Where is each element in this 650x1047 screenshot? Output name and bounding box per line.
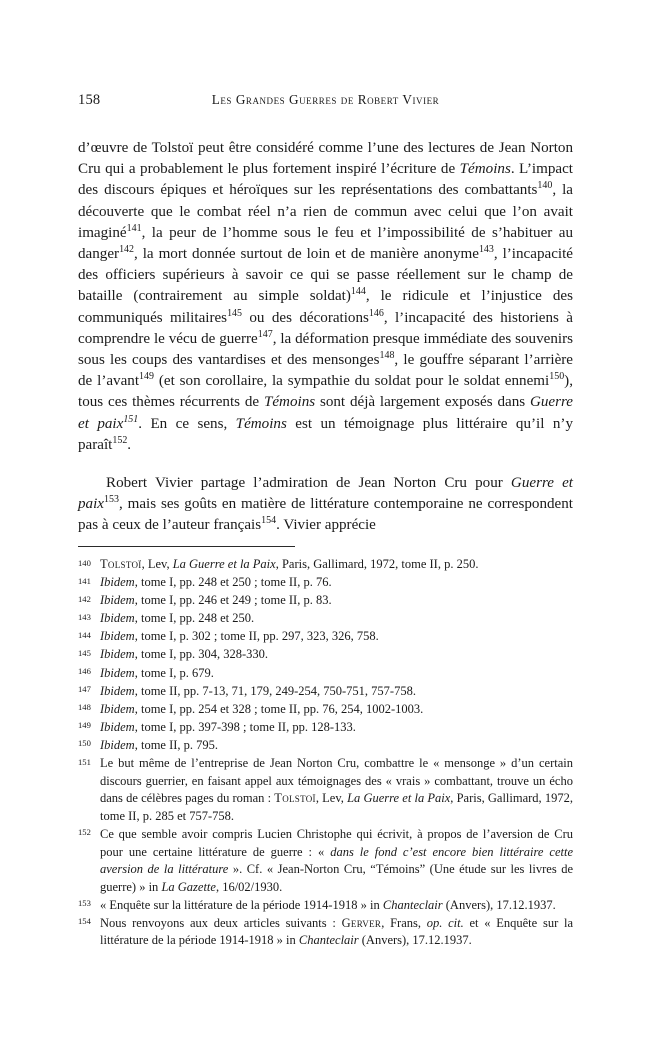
footnote-number: 147 [78, 684, 91, 695]
footnote-ref-146[interactable]: 146 [368, 307, 384, 319]
text-segment: , 16/02/1930. [215, 879, 283, 894]
work-title: La Gazette [161, 879, 216, 894]
text-segment: , tome II, p. 795. [134, 737, 219, 752]
text-segment: , tome I, p. 302 ; tome II, pp. 297, 323, 326, 758. [134, 629, 379, 644]
footnote-number: 152 [78, 827, 91, 838]
text-segment: . L’impact des discours épiques et héroïques sur les représentations des combattants [78, 161, 573, 199]
footnote-number: 153 [78, 898, 91, 909]
text-segment: , tome I, pp. 254 et 328 ; tome II, pp. 76, 254, 1002-1003. [134, 701, 424, 716]
text-segment: sont déjà largement exposés dans [315, 394, 530, 411]
footnote-150 [78, 737, 573, 755]
footnote-number: 151 [78, 756, 91, 767]
ibidem: Ibidem [100, 719, 135, 734]
text-segment: , le gouffre séparant l’arrière de l’avant [78, 352, 573, 390]
footnote-149 [78, 719, 573, 737]
author-name: Gerver [341, 915, 382, 930]
text-segment: Le but même de l’entreprise de Jean Norton Cru, combattre le « mensonge » d’un certain discours guerrier, en faisant appel aux témoignages des « vrais » combattant, trouve un écho dans de célèbres pages du roman : [100, 756, 573, 806]
footnote-separator-rule [78, 546, 295, 547]
work-title: Témoins [459, 161, 511, 178]
work-title: Chanteclair [382, 897, 443, 912]
text-segment: , Paris, Gallimard, 1972, tome II, p. 250. [275, 557, 479, 571]
footnote-144 [78, 628, 573, 646]
text-segment: (Anvers), 17.12.1937. [442, 897, 556, 912]
footnote-number: 149 [78, 720, 91, 731]
footnote-153 [78, 897, 573, 915]
text-segment: , tome I, p. 679. [134, 665, 214, 680]
work-title: Chanteclair [298, 933, 359, 948]
text-segment: , tome I, pp. 304, 328-330. [134, 647, 269, 662]
text-segment: Robert Vivier partage l’admiration de Jean Norton Cru pour [106, 475, 511, 492]
footnote-ref-151[interactable]: 151 [123, 413, 139, 425]
text-segment: , tome I, pp. 397-398 ; tome II, pp. 128-133. [134, 719, 356, 734]
footnote-number: 146 [78, 666, 91, 677]
text-segment: Ce que semble avoir compris Lucien Christophe qui écrivit, à propos de l’aversion de Cru pour une certaine littérature de guerre : « [100, 826, 573, 859]
footnote-ref-140[interactable]: 140 [537, 180, 553, 192]
footnote-number: 150 [78, 738, 91, 749]
footnote-140 [78, 556, 573, 574]
text-segment: , Lev, [141, 557, 173, 571]
text-segment: . Vivier apprécie [276, 517, 376, 534]
footnote-ref-143[interactable]: 143 [478, 243, 494, 255]
text-segment: ». Cf. « Jean-Norton Cru, “Témoins” (Une étude sur les livres de guerre) » in [100, 862, 573, 894]
ibidem: Ibidem [100, 737, 135, 752]
ibidem: Ibidem [100, 647, 135, 662]
text-segment: , la peur de l’homme sous le feu et l’impossibilité de s’habituer au danger [78, 224, 573, 263]
author-name: Tolstoï [100, 557, 142, 571]
paragraph-2 [78, 473, 573, 537]
footnote-147 [78, 683, 573, 701]
footnote-145 [78, 646, 573, 664]
work-title: La Guerre et la Paix [172, 557, 276, 571]
text-segment: d’œuvre de Tolstoï peut être considéré comme l’une des lectures de Jean Norton Cru qui a probablement le plus fortement inspiré l’écriture de [78, 140, 573, 178]
footnote-151 [78, 755, 573, 825]
ibidem: Ibidem [100, 665, 135, 680]
work-title: Témoins [235, 415, 287, 432]
text-segment: , Paris, Gallimard, 1972, tome II, p. 285 et 757-758. [100, 791, 573, 823]
footnote-number: 143 [78, 611, 91, 622]
text-segment: , tome I, pp. 248 et 250 ; tome II, p. 76. [134, 575, 332, 590]
text-segment: , tome I, pp. 248 et 250. [134, 611, 255, 626]
text-segment: « Enquête sur la littérature de la période 1914-1918 » in [100, 897, 383, 912]
footnote-ref-148[interactable]: 148 [379, 350, 395, 361]
work-title: Guerre et paix [78, 475, 573, 513]
text-segment: et « Enquête sur la littérature de la période 1914-1918 » in [100, 915, 573, 948]
text-segment: , tome I, pp. 246 et 249 ; tome II, p. 83. [134, 593, 332, 608]
footnote-ref-154[interactable]: 154 [261, 515, 277, 527]
footnote-number: 142 [78, 593, 91, 604]
ibidem: Ibidem [100, 683, 135, 698]
footnote-ref-141[interactable]: 141 [126, 222, 142, 234]
body-text [78, 138, 573, 537]
footnotes-section [78, 556, 573, 951]
footnote-number: 145 [78, 647, 91, 658]
text-segment: , tome II, pp. 7-13, 71, 179, 249-254, 750-751, 757-758. [134, 683, 416, 698]
text-segment: , l’incapacité des historiens à comprendre le vécu de guerre [78, 309, 573, 347]
footnote-ref-142[interactable]: 142 [119, 243, 135, 255]
text-segment: , la mort donnée surtout de loin et de manière anonyme [134, 246, 479, 263]
page-number: 158 [78, 92, 101, 108]
footnote-number: 141 [78, 575, 91, 586]
text-segment: . En ce sens, [138, 415, 236, 432]
footnote-number: 140 [78, 557, 91, 568]
footnote-number: 144 [78, 629, 91, 640]
text-segment: , Frans, [381, 915, 427, 930]
text-segment: (Anvers), 17.12.1937. [358, 933, 472, 948]
author-name: Tolstoï [274, 791, 316, 806]
text-segment: , l’incapacité des officiers supérieurs à savoir ce qui se passe réellement sur le champ de bataille (contrairement au simple soldat) [78, 246, 573, 305]
footnote-141 [78, 574, 573, 592]
ibidem: Ibidem [100, 611, 135, 626]
text-segment: , Lev, [315, 791, 348, 806]
paragraph-1 [78, 138, 573, 456]
work-title: La Guerre et la Paix [347, 791, 451, 806]
text-segment: ), tous ces thèmes récurrents de [78, 373, 573, 411]
op-cit: op. cit. [426, 915, 464, 930]
text-segment: . [127, 436, 132, 453]
work-title: Témoins [263, 394, 316, 411]
ibidem: Ibidem [100, 593, 135, 608]
ibidem: Ibidem [100, 575, 135, 590]
footnote-ref-153[interactable]: 153 [104, 494, 119, 506]
footnote-ref-152[interactable]: 152 [112, 434, 128, 446]
footnote-number: 148 [78, 702, 91, 713]
footnote-148 [78, 701, 573, 719]
footnote-ref-144[interactable]: 144 [350, 286, 366, 298]
footnote-142 [78, 592, 573, 610]
running-head-title: Les Grandes Guerres de Robert Vivier [211, 92, 440, 107]
text-segment: , la découverte que le combat réel n’a rien de commun avec celui que l’on avait imaginé [78, 182, 573, 241]
footnote-number: 154 [78, 916, 91, 927]
footnote-ref-149[interactable]: 149 [139, 371, 154, 383]
page-header [78, 92, 573, 110]
text-segment: Nous renvoyons aux deux articles suivants : [100, 915, 342, 930]
text-segment: ou des décorations [242, 309, 369, 326]
footnote-ref-147[interactable]: 147 [257, 328, 273, 340]
text-segment: , la déformation presque immédiate des souvenirs sous les coups des vantardises et des mensonges [78, 330, 573, 369]
ibidem: Ibidem [100, 701, 135, 716]
footnote-146 [78, 665, 573, 683]
quoted-passage: dans le fond c’est encore bien littéraire cette aversion de la littérature [100, 844, 573, 877]
footnote-ref-145[interactable]: 145 [227, 307, 242, 319]
footnote-143 [78, 610, 573, 628]
work-title: Guerre et paix [78, 394, 573, 432]
text-segment: (et son corollaire, la sympathie du soldat pour le soldat ennemi [153, 373, 550, 390]
text-segment: , mais ses goûts en matière de littérature contemporaine ne correspondent pas à ceux de l’auteur français [78, 496, 573, 534]
text-segment: est un témoignage plus littéraire qu’il n’y paraît [78, 415, 573, 453]
footnote-152 [78, 826, 573, 896]
text-segment: , le ridicule et l’injustice des communiqués militaires [78, 288, 573, 326]
ibidem: Ibidem [100, 629, 135, 644]
footnote-ref-150[interactable]: 150 [549, 371, 565, 383]
footnote-154 [78, 915, 573, 950]
